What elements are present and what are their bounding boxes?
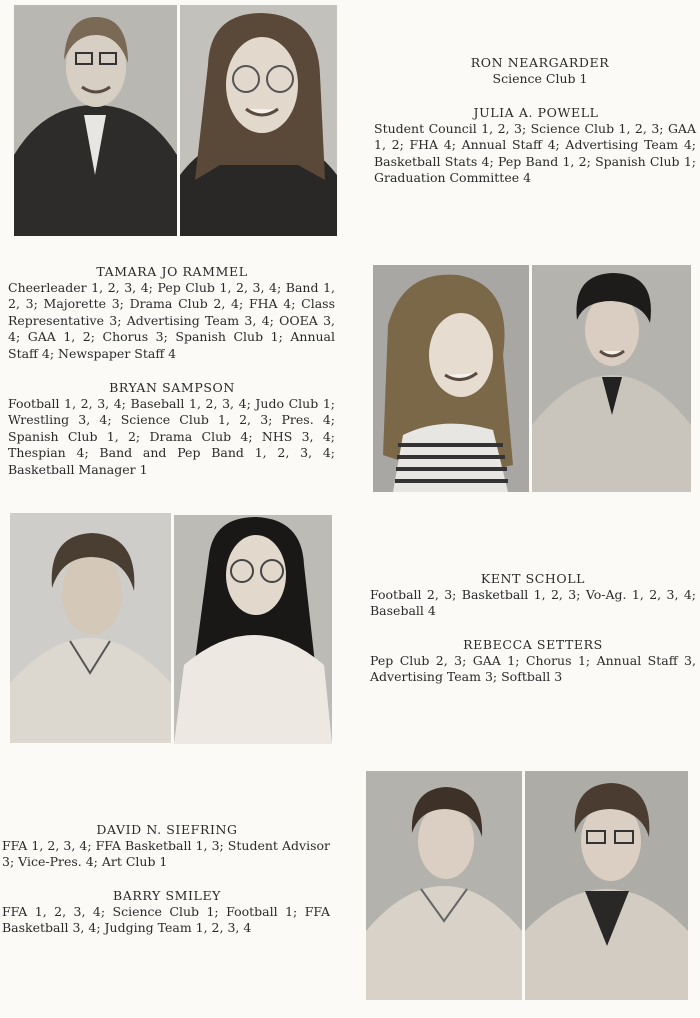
student-name: BARRY SMILEY: [112, 888, 222, 903]
portrait-kent-scholl: [10, 513, 171, 743]
student-activities: Football 2, 3; Basketball 1, 2, 3; Vo-Ag. 1, 2, 3, 4; Baseball 4: [370, 587, 696, 619]
student-activities: Science Club 1: [492, 71, 588, 86]
portrait-ron-neargarder: [14, 5, 177, 236]
portrait-bryan-sampson: [532, 265, 691, 492]
student-name: KENT SCHOLL: [480, 571, 586, 586]
student-activities: FFA 1, 2, 3, 4; Science Club 1; Football 1; FFA Basketball 3, 4; Judging Team 1, 2, 3, 4: [2, 904, 330, 936]
student-activities: Cheerleader 1, 2, 3, 4; Pep Club 1, 2, 3, 4; Band 1, 2, 3; Majorette 3; Drama Club 2, 4; FHA 4; Class Representative 3; Advertising Team 3, 4; OOEA 3, 4; GAA 1, 2; Chorus 3; Spanish Club 1; Annual Staff 4; Newspaper Staff 4: [8, 280, 335, 361]
portrait-rebecca-setters: [174, 515, 332, 744]
student-name: RON NEARGARDER: [470, 55, 610, 70]
student-name: REBECCA SETTERS: [463, 637, 603, 652]
student-activities: Football 1, 2, 3, 4; Baseball 1, 2, 3, 4; Judo Club 1; Wrestling 3, 4; Science Club 1, 2, 3; Pres. 4; Spanish Club 1, 2; Drama Club 4; NHS 3, 4; Thespian 4; Band and Pep Band 1, 2, 3, 4; Basketball Manager 1: [8, 396, 335, 477]
portrait-barry-smiley: [525, 771, 688, 1000]
student-name: TAMARA JO RAMMEL: [96, 264, 248, 279]
portrait-tamara-rammel: [373, 265, 529, 492]
portrait-julia-powell: [180, 5, 337, 236]
student-activities: Student Council 1, 2, 3; Science Club 1, 2, 3; GAA 1, 2; FHA 4; Annual Staff 4; Advertising Team 4; Basketball Stats 4; Pep Band 1, 2; Spanish Club 1; Graduation Committee 4: [374, 121, 696, 186]
student-activities: FFA 1, 2, 3, 4; FFA Basketball 1, 3; Student Advisor 3; Vice-Pres. 4; Art Club 1: [2, 838, 330, 870]
student-name: BRYAN SAMPSON: [109, 380, 235, 395]
student-activities: Pep Club 2, 3; GAA 1; Chorus 1; Annual Staff 3, Advertising Team 3; Softball 3: [370, 653, 696, 685]
student-name: JULIA A. POWELL: [473, 105, 599, 120]
portrait-david-siefring: [366, 771, 522, 1000]
student-name: DAVID N. SIEFRING: [96, 822, 238, 837]
